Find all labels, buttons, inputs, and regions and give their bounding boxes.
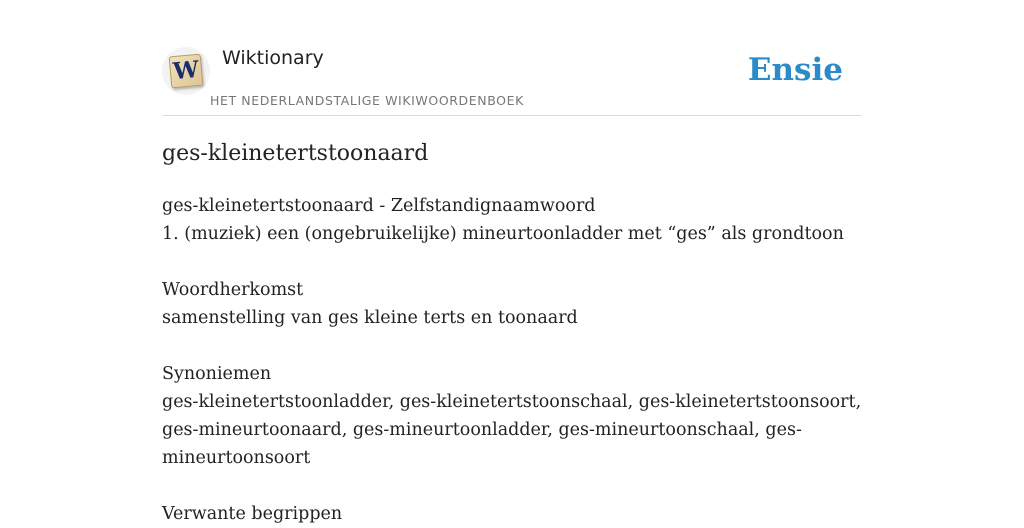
- headword-line: ges-kleinetertstoonaard - Zelfstandignaamwoord: [162, 196, 596, 216]
- page-title: ges-kleinetertstoonaard: [162, 141, 429, 166]
- ensie-brand-link[interactable]: Ensie: [747, 52, 843, 88]
- header-divider: [162, 115, 862, 116]
- entry-content: [162, 192, 862, 528]
- etymology-text: samenstelling van ges kleine terts en toonaard: [162, 308, 578, 328]
- wiktionary-logo: [162, 47, 210, 95]
- spacer: [162, 248, 862, 276]
- spacer: [162, 332, 862, 360]
- etymology-heading: Woordherkomst: [162, 280, 304, 300]
- logo-letter: W: [171, 55, 201, 86]
- spacer: [162, 472, 862, 500]
- site-tagline: HET NEDERLANDSTALIGE WIKIWOORDENBOEK: [210, 93, 524, 108]
- synonyms-text: ges-kleinetertstoonladder, ges-kleinetertstoonschaal, ges-kleinetertstoonsoort, ges-mineurtoonaard, ges-mineurtoonladder, ges-mineurtoonschaal, ges-mineurtoonsoort: [162, 392, 862, 468]
- synonyms-heading: Synoniemen: [162, 364, 272, 384]
- definition: 1. (muziek) een (ongebruikelijke) mineurtoonladder met “ges” als grondtoon: [162, 224, 844, 244]
- logo-tile-icon: [169, 54, 204, 89]
- site-name[interactable]: Wiktionary: [222, 47, 324, 69]
- related-heading: Verwante begrippen: [162, 504, 343, 524]
